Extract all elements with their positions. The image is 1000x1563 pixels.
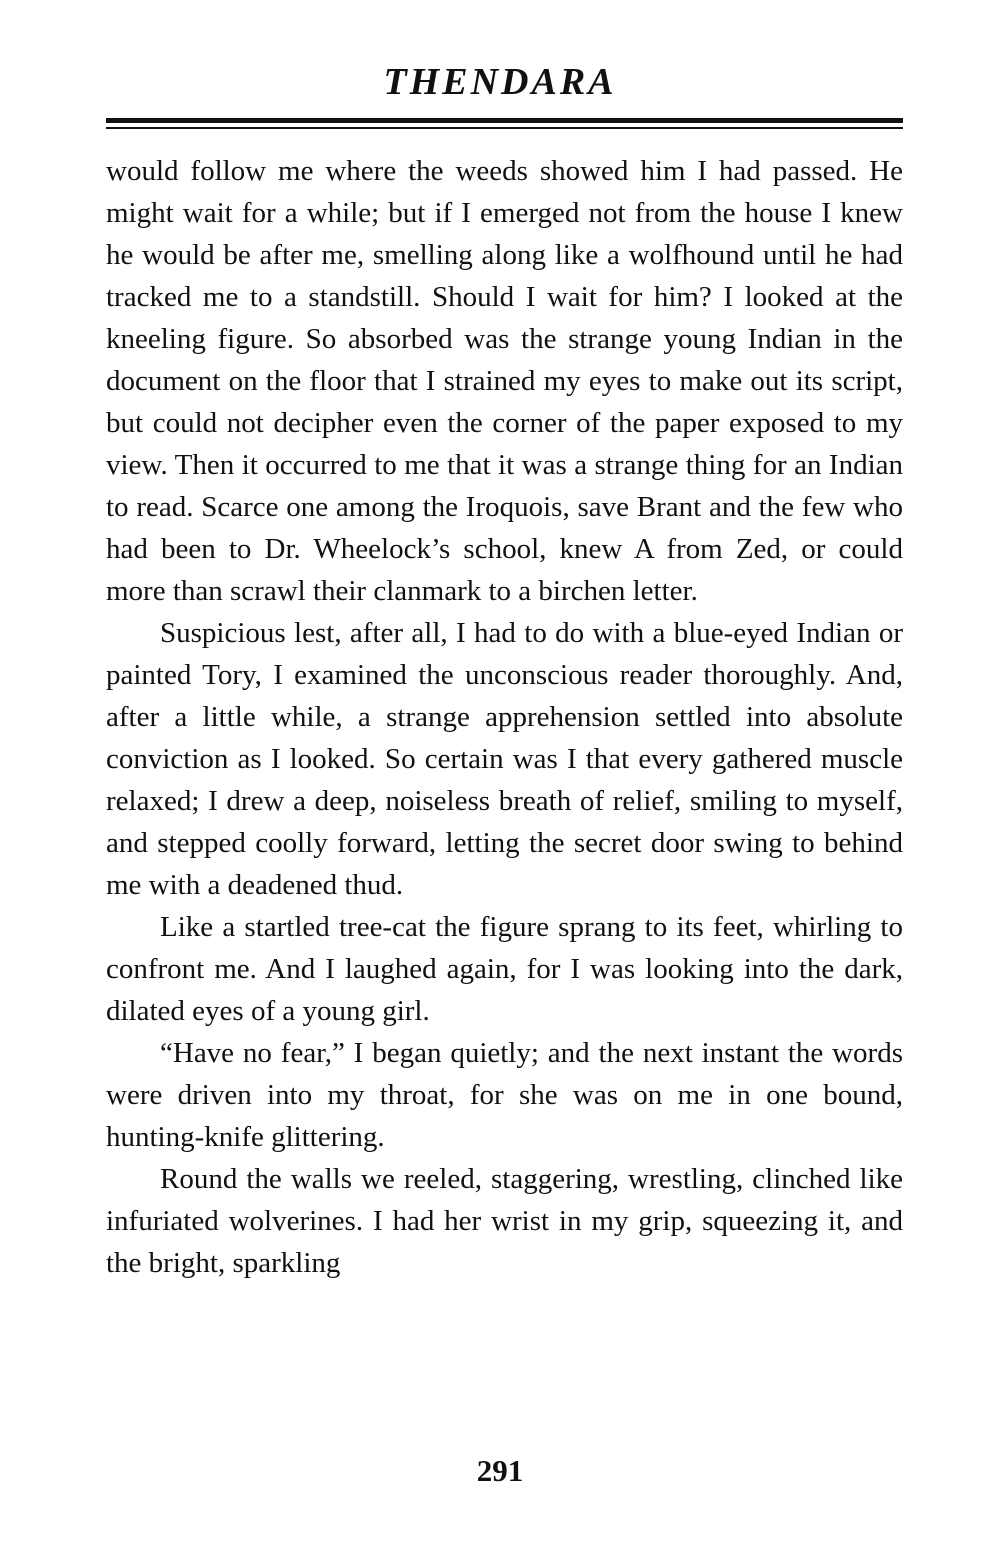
paragraph-4: “Have no fear,” I began quietly; and the next instant the words were driven into my throat, for she was on me in one bound, hunting-knife glittering.: [106, 1037, 903, 1153]
header-rule-thin: [106, 127, 903, 129]
header-rule-thick: [106, 118, 903, 123]
running-head: THENDARA: [383, 61, 617, 103]
paragraph-3: Like a startled tree-cat the figure sprang to its feet, whirling to confront me. And I laughed again, for I was looking into the dark, dilated eyes of a young girl.: [106, 911, 903, 1027]
page-number: 291: [476, 1453, 524, 1488]
paragraph-1: would follow me where the weeds showed him I had passed. He might wait for a while; but if I emerged not from the house I knew he would be after me, smelling along like a wolfhound until he had tracked me to a standstill. Should I wait for him? I looked at the kneeling figure. So absorbed was the strange young Indian in the document on the floor that I strained my eyes to make out its script, but could not decipher even the corner of the paper exposed to my view. Then it occurred to me that it was a strange thing for an Indian to read. Scarce one among the Iroquois, save Brant and the few who had been to Dr. Wheelock’s school, knew A from Zed, or could more than scrawl their clanmark to a birchen letter.: [106, 155, 903, 607]
paragraph-2: Suspicious lest, after all, I had to do with a blue-eyed Indian or painted Tory, I examined the unconscious reader thoroughly. And, after a little while, a strange apprehension settled into absolute conviction as I looked. So certain was I that every gathered muscle relaxed; I drew a deep, noiseless breath of relief, smiling to myself, and stepped coolly forward, letting the secret door swing to behind me with a deadened thud.: [106, 617, 903, 901]
body-text: [106, 150, 903, 1284]
paragraph-5: Round the walls we reeled, staggering, wrestling, clinched like infuriated wolverines. I had her wrist in my grip, squeezing it, and the bright, sparkling: [106, 1163, 903, 1279]
